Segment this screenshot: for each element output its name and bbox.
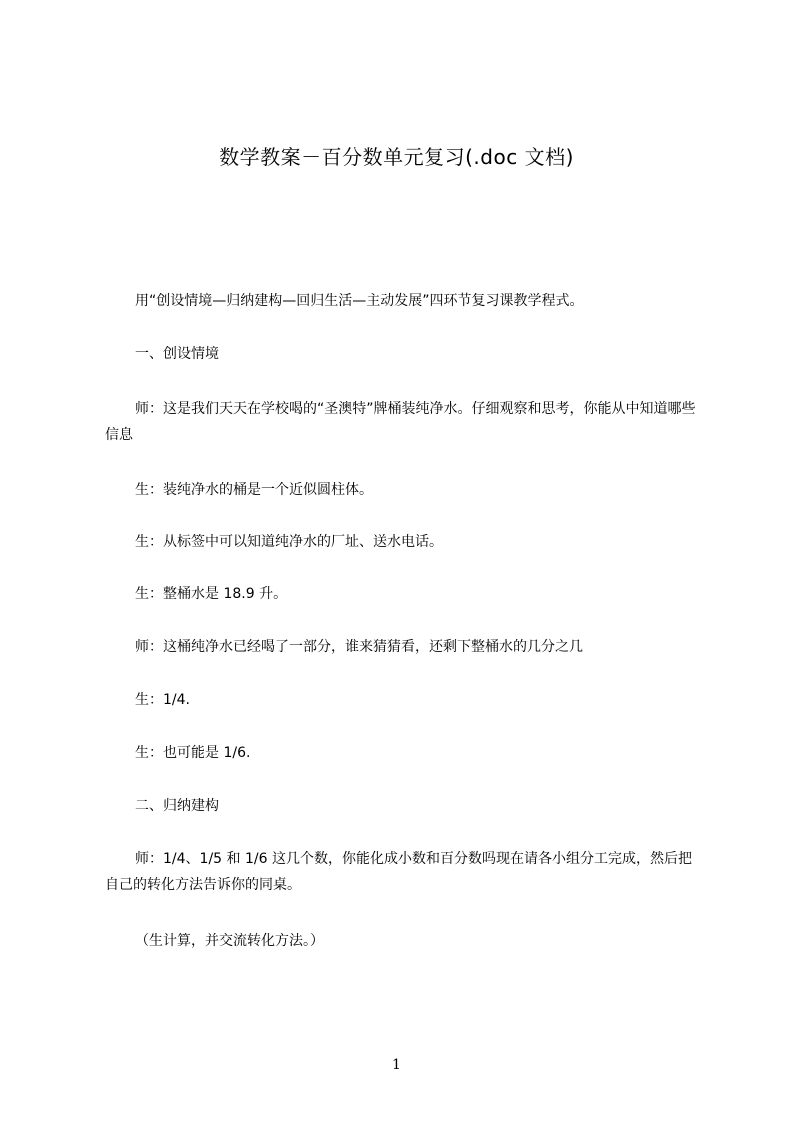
student-paragraph-5: 生：也可能是 1/6. — [135, 745, 251, 761]
document-title: 数学教案－百分数单元复习(.doc 文档) — [219, 145, 574, 169]
student-paragraph-2: 生：从标签中可以知道纯净水的厂址、送水电话。 — [135, 534, 443, 550]
section-heading-1: 一、创设情境 — [135, 346, 219, 362]
student-paragraph-3: 生：整桶水是 18.9 升。 — [135, 586, 288, 602]
section-heading-2: 二、归纳建构 — [135, 798, 219, 814]
student-paragraph-4: 生：1/4. — [135, 692, 190, 708]
page-number: 1 — [392, 1057, 401, 1073]
student-paragraph-1: 生：装纯净水的桶是一个近似圆柱体。 — [135, 482, 373, 498]
teacher-paragraph-2: 师：这桶纯净水已经喝了一部分，谁来猜猜看，还剩下整桶水的几分之几 — [135, 639, 583, 655]
teacher-paragraph-1: 师：这是我们天天在学校喝的“圣澳特”牌桶装纯净水。仔细观察和思考，你能从中知道哪些信息 — [105, 401, 696, 443]
student-activity-note: （生计算，并交流转化方法。） — [135, 933, 324, 949]
intro-paragraph: 用“创设情境—归纳建构—回归生活—主动发展”四环节复习课教学程式。 — [135, 293, 584, 309]
teacher-paragraph-3: 师：1/4、1/5 和 1/6 这几个数，你能化成小数和百分数吗现在请各小组分工完成，然后把自己的转化方法告诉你的同桌。 — [105, 851, 692, 893]
